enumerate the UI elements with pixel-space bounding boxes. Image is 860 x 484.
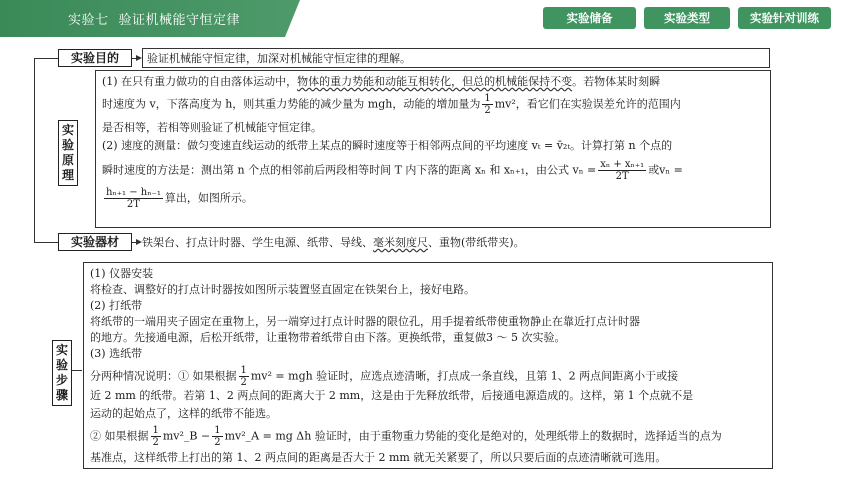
fraction-velocity: $\frac{\text{xₙ + xₙ₊₁}}{2T}$ xyxy=(600,159,645,182)
chapter-label: 实验七 xyxy=(68,13,109,28)
principle-box xyxy=(95,70,771,228)
principle-line-2: 时速度为 v，下落高度为 h，则其重力势能的减少量为 mgh，动能的增加量为 $\frac{1}{2}$ mv²，看它们在实验误差允许的范围内 xyxy=(102,93,681,116)
tab-targeted-training[interactable]: 实验针对训练 xyxy=(738,7,831,29)
fraction-half: $\frac{1}{2}$ xyxy=(484,93,491,116)
principle-line-5: 瞬时速度的方法是：测出第 n 个点的相邻前后两段相等时间 T 内下落的距离 xₙ 和 xₙ₊₁，由公式 vₙ = $\frac{\text{xₙ + xₙ₊₁}}{2T}$ 或vₙ = xyxy=(102,159,683,182)
steps-line-2: 将检查、调整好的打点计时器按如图所示装置竖直固定在铁架台上，接好电路。 xyxy=(90,283,475,296)
connector-purpose xyxy=(34,58,58,59)
fraction-half-3: $\frac{1}{2}$ xyxy=(152,425,159,448)
tab-experiment-types[interactable]: 实验类型 xyxy=(644,7,730,29)
title-label: 验证机械能守恒定律 xyxy=(118,13,241,28)
equipment-emphasis: 毫米刻度尺 xyxy=(373,236,428,249)
principle-line-4: (2) 速度的测量：做匀变速直线运动的纸带上某点的瞬时速度等于相邻两点间的平均速度 vₜ = v̄₂ₜ。计算打第 n 个点的 xyxy=(102,139,673,152)
steps-line-7: 分两种情况说明：① 如果根据 $\frac{1}{2}$ mv² = mgh 验证时，应选点迹清晰，打点成一条直线，且第 1、2 两点间距离小于或接 xyxy=(90,365,679,388)
steps-line-6: (3) 选纸带 xyxy=(90,347,143,360)
purpose-text: 验证机械能守恒定律，加深对机械能守恒定律的理解。 xyxy=(147,52,411,65)
steps-line-9: 运动的起始点了，这样的纸带不能选。 xyxy=(90,407,277,420)
principle-line-3: 是否相等，若相等则验证了机械能守恒定律。 xyxy=(102,121,322,134)
steps-line-4: 将纸带的一端用夹子固定在重物上，另一端穿过打点计时器的限位孔，用手提着纸带使重物静止在靠近打点计时器 xyxy=(90,315,640,328)
fraction-half-2: $\frac{1}{2}$ xyxy=(240,365,247,388)
steps-line-8: 近 2 mm 的纸带。若第 1、2 两点间的距离大于 2 mm，这是由于先释放纸带，后接通电源造成的。这样，第 1 个点就不是 xyxy=(90,389,694,402)
connector-equipment xyxy=(34,242,58,243)
fraction-half-4: $\frac{1}{2}$ xyxy=(214,425,221,448)
steps-line-5: 的地方。先接通电源，后松开纸带，让重物带着纸带自由下落。更换纸带，重复做3 ～ 5 次实验。 xyxy=(90,331,566,344)
principle-line-6: $\frac{\text{hₙ₊₁ − hₙ₋₁}}{2T}$ 算出，如图所示。 xyxy=(106,187,253,210)
top-bar xyxy=(0,0,860,37)
principle-emphasis: 物体的重力势能和动能互相转化，但总的机械能保持不变 xyxy=(297,75,573,88)
steps-label: 实验步骤 xyxy=(52,340,72,406)
steps-line-10: ② 如果根据 $\frac{1}{2}$ mv²_B − $\frac{1}{2}$ mv²_A = mg Δh 验证时，由于重物重力势能的变化是绝对的，处理纸带上的数据时，选择适当的点为 xyxy=(90,425,722,448)
purpose-box xyxy=(142,48,770,68)
steps-connector xyxy=(72,370,82,371)
steps-line-1: (1) 仪器安装 xyxy=(90,267,154,280)
tab-experiment-prep[interactable]: 实验储备 xyxy=(543,7,636,29)
purpose-label: 实验目的 xyxy=(58,49,132,67)
page-title xyxy=(68,9,240,28)
equipment-text: 铁架台、打点计时器、学生电源、纸带、导线、毫米刻度尺、重物(带纸带夹)。 xyxy=(142,236,525,249)
steps-line-11: 基准点，这样纸带上打出的第 1、2 两点间的距离是否大于 2 mm 就无关紧要了，所以只要后面的点迹清晰就可选用。 xyxy=(90,451,667,464)
equipment-label: 实验器材 xyxy=(58,233,132,251)
principle-line-1: (1) 在只有重力做功的自由落体运动中，物体的重力势能和动能互相转化，但总的机械能保持不变。若物体某时刻瞬 xyxy=(102,75,661,88)
connector-spine xyxy=(34,58,35,242)
fraction-height: $\frac{\text{hₙ₊₁ − hₙ₋₁}}{2T}$ xyxy=(106,187,161,210)
principle-label: 实验原理 xyxy=(58,120,78,186)
steps-line-3: (2) 打纸带 xyxy=(90,299,143,312)
steps-box xyxy=(83,262,773,469)
